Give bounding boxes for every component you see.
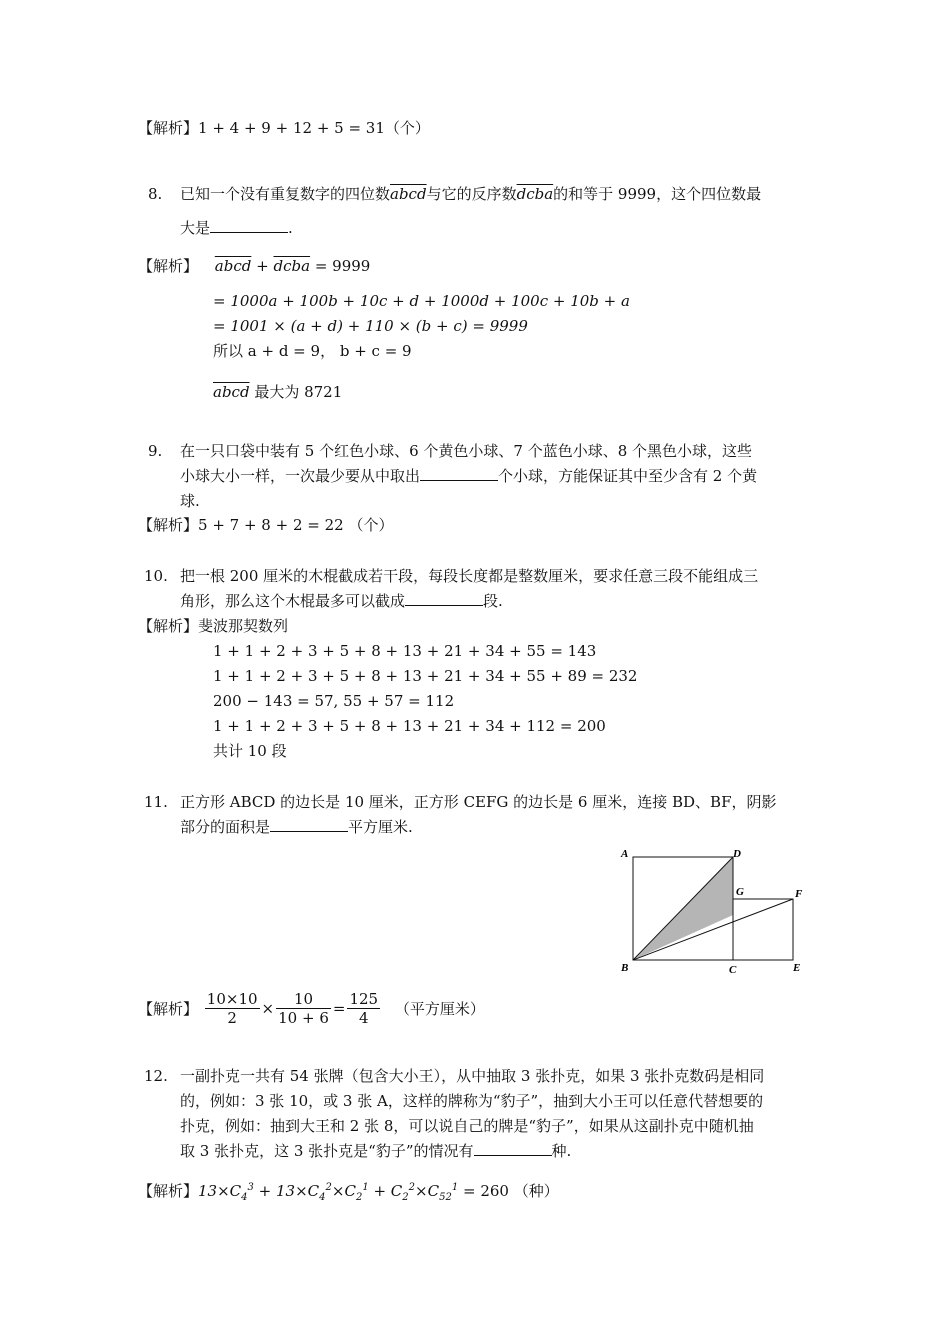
q10-text: 角形，那么这个木棍最多可以截成 xyxy=(180,592,406,610)
q9-solution xyxy=(138,515,393,535)
q12-line3: 扑克，例如：抽到大王和 2 张 8，可以说自己的牌是“豹子”，如果从这副扑克中随机抽 xyxy=(180,1117,754,1135)
numerator: 10×10 xyxy=(206,990,258,1008)
q8-text: 大是 xyxy=(180,219,211,237)
q11-square-figure xyxy=(615,845,815,980)
q9-line3: 球. xyxy=(180,492,200,510)
fraction xyxy=(205,990,260,1027)
denominator: 4 xyxy=(359,1009,369,1027)
denominator: 10 + 6 xyxy=(278,1009,329,1027)
q11-text: 部分的面积是 xyxy=(180,818,271,836)
solution-label: 【解析】 xyxy=(138,516,199,534)
q12-line2: 的，例如：3 张 10，或 3 张 A，这样的牌称为“豹子”，抽到大小王可以任意代替想要的 xyxy=(180,1092,764,1110)
prev-solution-line xyxy=(138,118,430,138)
q8-answer: 最大为 8721 xyxy=(249,383,343,401)
q12-text: 种. xyxy=(551,1142,572,1160)
q8-text: . xyxy=(288,219,293,237)
q10-solution-line3: 200 − 143 = 57, 55 + 57 = 112 xyxy=(213,692,455,710)
equals-sign: = xyxy=(332,999,346,1018)
q9-line1: 在一只口袋中装有 5 个红色小球、6 个黄色小球、7 个蓝色小球、8 个黑色小球，这些 xyxy=(180,442,753,460)
q10-solution-line5: 共计 10 段 xyxy=(213,742,287,760)
q8-number: 8. xyxy=(148,185,163,203)
q10-solution-line1: 1 + 1 + 2 + 3 + 5 + 8 + 13 + 21 + 34 + 55 = 143 xyxy=(213,642,597,660)
times-sign: × xyxy=(261,999,275,1018)
q8-text: 与它的反序数 xyxy=(426,185,517,203)
q10-solution-line4: 1 + 1 + 2 + 3 + 5 + 8 + 13 + 21 + 34 + 112 = 200 xyxy=(213,717,606,735)
fraction xyxy=(347,990,380,1027)
label-d: D xyxy=(733,848,741,860)
q11-solution xyxy=(138,990,485,1027)
numerator: 125 xyxy=(349,990,379,1008)
q8-var-abcd: abcd xyxy=(390,185,427,203)
label-f: F xyxy=(795,888,803,900)
label-g: G xyxy=(736,886,744,898)
q8-line2 xyxy=(180,218,293,238)
q9-text: 小球大小一样，一次最少要从中取出 xyxy=(180,467,421,485)
square-cefg xyxy=(733,899,793,960)
unit: （平方厘米） xyxy=(394,999,485,1018)
q10-line1: 把一根 200 厘米的木棍截成若干段，每段长度都是整数厘米，要求任意三段不能组成三 xyxy=(180,567,759,585)
solution-label: 【解析】 xyxy=(138,617,199,635)
solution-label: 【解析】 xyxy=(138,999,199,1018)
q8-var-dcba: dcba xyxy=(273,257,311,275)
q8-solution-line3: = 1001 × (a + d) + 110 × (b + c) = 9999 xyxy=(213,317,528,335)
solution-label: 【解析】 xyxy=(138,1182,199,1200)
label-e: E xyxy=(793,962,801,974)
q10-solution-line2: 1 + 1 + 2 + 3 + 5 + 8 + 13 + 21 + 34 + 55 + 89 = 232 xyxy=(213,667,638,685)
q11-line2 xyxy=(180,817,413,837)
q8-var-dcba: dcba xyxy=(516,185,554,203)
q8-line1 xyxy=(180,184,761,204)
q12-line4 xyxy=(180,1141,571,1161)
q11-line1: 正方形 ABCD 的边长是 10 厘米，正方形 CEFG 的边长是 6 厘米，连接 BD、BF，阴影 xyxy=(180,793,777,811)
q12-solution: 【解析】$13\times C_4^3 + 13\times C_4^2\times C_2^1 + C_2^2\times C_{52}^1 = 260$ （种） xyxy=(138,1182,559,1203)
q12-text: 取 3 张扑克，这 3 张扑克是“豹子”的情况有 xyxy=(180,1142,474,1160)
answer-blank[interactable] xyxy=(270,817,348,832)
fraction xyxy=(276,990,331,1027)
prev-answer: 1 + 4 + 9 + 12 + 5 = 31（个） xyxy=(198,119,430,137)
q12-answer: = 260 （种） xyxy=(462,1182,559,1200)
q9-number: 9. xyxy=(148,442,163,460)
q8-plus: + xyxy=(256,257,269,275)
q8-equals: = 9999 xyxy=(314,257,371,275)
answer-blank[interactable] xyxy=(420,466,498,481)
q10-text: 段. xyxy=(483,592,503,610)
q8-solution-line1 xyxy=(138,256,370,276)
q9-line2 xyxy=(180,466,757,486)
q10-number: 10. xyxy=(144,567,168,585)
q9-answer: 5 + 7 + 8 + 2 = 22 （个） xyxy=(198,516,394,534)
answer-blank[interactable] xyxy=(474,1141,552,1156)
solution-label: 【解析】 xyxy=(138,257,199,275)
numerator: 10 xyxy=(276,990,331,1009)
q8-solution-line4: 所以 a + d = 9， b + c = 9 xyxy=(213,342,412,360)
q8-text: 已知一个没有重复数字的四位数 xyxy=(180,185,391,203)
q10-sol-title: 斐波那契数列 xyxy=(198,617,289,635)
solution-label: 【解析】 xyxy=(138,119,199,137)
q11-number: 11. xyxy=(144,793,168,811)
answer-blank[interactable] xyxy=(210,218,288,233)
q8-solution-line2: = 1000a + 100b + 10c + d + 1000d + 100c + 10b + a xyxy=(213,292,630,310)
label-a: A xyxy=(621,848,629,860)
q8-var-abcd: abcd xyxy=(213,383,250,401)
q10-solution-title xyxy=(138,616,288,636)
q8-text: 的和等于 9999，这个四位数最 xyxy=(553,185,762,203)
label-c: C xyxy=(729,964,737,976)
q8-var-abcd: abcd xyxy=(214,257,252,275)
q11-text: 平方厘米. xyxy=(348,818,413,836)
q10-line2 xyxy=(180,591,503,611)
q8-solution-line5 xyxy=(213,382,342,402)
denominator: 2 xyxy=(227,1009,237,1027)
q12-number: 12. xyxy=(144,1067,168,1085)
q9-text: 个小球，方能保证其中至少含有 2 个黄 xyxy=(498,467,758,485)
label-b: B xyxy=(621,962,629,974)
q12-line1: 一副扑克一共有 54 张牌（包含大小王），从中抽取 3 张扑克，如果 3 张扑克数码是相同 xyxy=(180,1067,765,1085)
answer-blank[interactable] xyxy=(405,591,483,606)
